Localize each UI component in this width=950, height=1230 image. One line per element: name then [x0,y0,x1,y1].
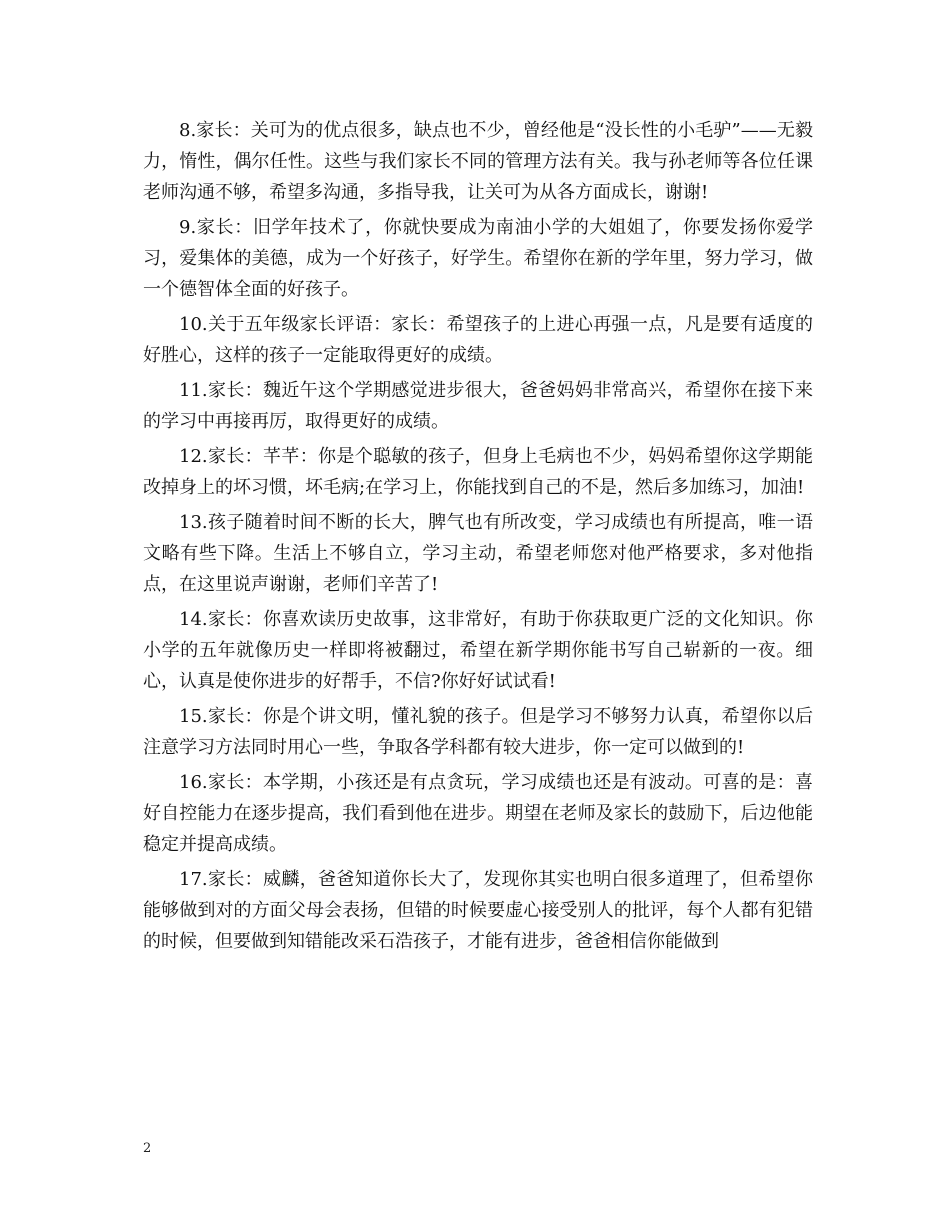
paragraph-11: 11.家长：魏近午这个学期感觉进步很大，爸爸妈妈非常高兴，希望你在接下来的学习中再接再厉，取得更好的成绩。 [143,380,813,432]
paragraph-14: 14.家长：你喜欢读历史故事，这非常好，有助于你获取更广泛的文化知识。你小学的五年就像历史一样即将被翻过，希望在新学期你能书写自己崭新的一夜。细心，认真是使你进步的好帮手，不信?你好好试试看! [143,609,813,692]
paragraph-15: 15.家长：你是个讲文明，懂礼貌的孩子。但是学习不够努力认真，希望你以后注意学习方法同时用心一些，争取各学科都有较大进步，你一定可以做到的! [143,706,813,758]
paragraph-17: 17.家长：威麟，爸爸知道你长大了，发现你其实也明白很多道理了，但希望你能够做到对的方面父母会表扬，但错的时候要虚心接受别人的批评，每个人都有犯错的时候，但要做到知错能改采石浩孩子，才能有进步，爸爸相信你能做到 [143,869,813,952]
paragraph-8: 8.家长：关可为的优点很多，缺点也不少，曾经他是“没长性的小毛驴”——无毅力，惰性，偶尔任性。这些与我们家长不同的管理方法有关。我与孙老师等各位任课老师沟通不够，希望多沟通，多指导我，让关可为从各方面成长，谢谢! [143,120,813,203]
page-number: 2 [143,1141,152,1156]
document-body [143,115,813,957]
paragraph-16: 16.家长：本学期，小孩还是有点贪玩，学习成绩也还是有波动。可喜的是：喜好自控能力在逐步提高，我们看到他在进步。期望在老师及家长的鼓励下，后边他能稳定并提高成绩。 [143,772,813,855]
paragraph-13: 13.孩子随着时间不断的长大，脾气也有所改变，学习成绩也有所提高，唯一语文略有些下降。生活上不够自立，学习主动，希望老师您对他严格要求，多对他指点，在这里说声谢谢，老师们辛苦了! [143,512,813,595]
paragraph-10: 10.关于五年级家长评语：家长：希望孩子的上进心再强一点，凡是要有适度的好胜心，这样的孩子一定能取得更好的成绩。 [143,314,813,366]
paragraph-9: 9.家长：旧学年技术了，你就快要成为南油小学的大姐姐了，你要发扬你爱学习，爱集体的美德，成为一个好孩子，好学生。希望你在新的学年里，努力学习，做一个德智体全面的好孩子。 [143,217,813,300]
paragraph-12: 12.家长：芊芊：你是个聪敏的孩子，但身上毛病也不少，妈妈希望你这学期能改掉身上的坏习惯，坏毛病;在学习上，你能找到自己的不是，然后多加练习，加油! [143,446,813,498]
